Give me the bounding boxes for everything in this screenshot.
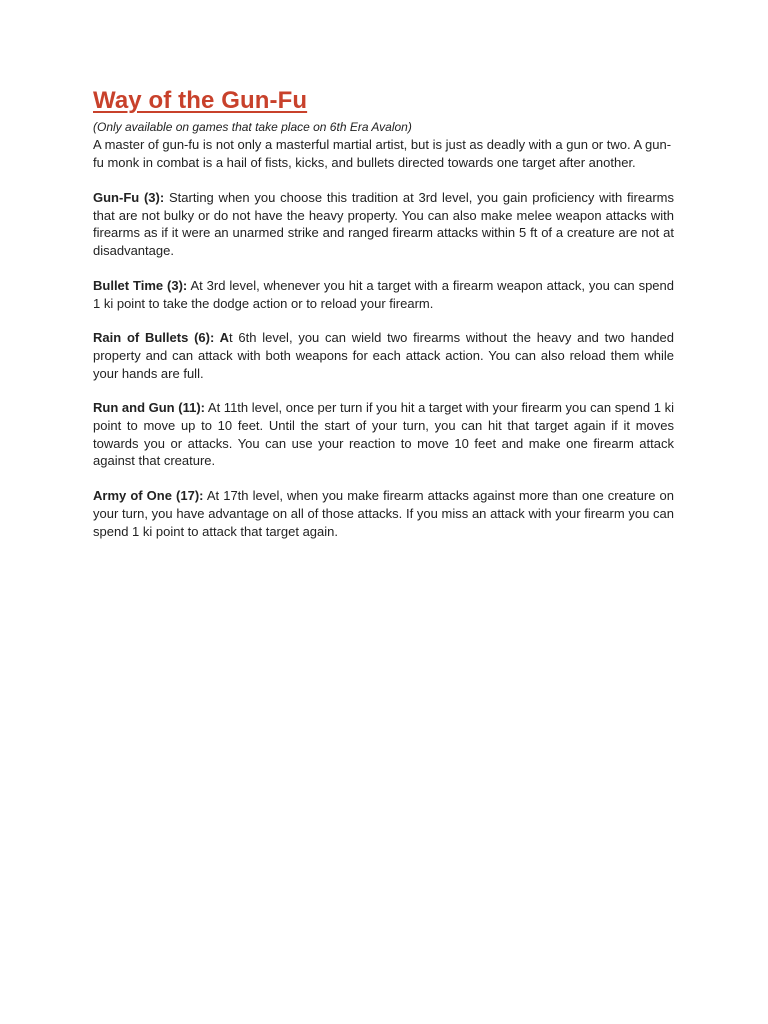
document-subtitle: (Only available on games that take place on 6th Era Avalon) — [93, 120, 412, 134]
document-title: Way of the Gun-Fu — [93, 87, 308, 114]
feature-name: Gun-Fu (3): — [93, 190, 165, 205]
feature-name: Bullet Time (3): — [93, 277, 188, 293]
intro-paragraph: A master of gun-fu is not only a masterful martial artist, but is just as deadly with a gun or two. A gun-fu monk in combat is a hail of fists, kicks, and bullets directed towards one target after another. — [93, 137, 672, 170]
feature-gun-fu — [93, 189, 674, 260]
feature-text: At 17th level, when you make firearm attacks against more than one creature on your turn, you have advantage on all of those attacks. If you miss an attack with your firearm you can spend 1 ki point to attack that target again. — [93, 488, 674, 539]
document-page — [93, 86, 674, 540]
feature-text: At 3rd level, whenever you hit a target with a firearm weapon attack, you can spend 1 ki point to take the dodge action or to reload your firearm. — [93, 277, 674, 311]
feature-text: Starting when you choose this tradition at 3rd level, you gain proficiency with firearms that are not bulky or do not have the heavy property. You can also make melee weapon attacks with firearms as if it were an unarmed strike and ranged firearm attacks within 5 ft of a creature are not at disadvantage. — [93, 190, 674, 259]
feature-name: Army of One (17): — [93, 488, 204, 504]
feature-bullet-time — [93, 277, 674, 312]
feature-text: At 11th level, once per turn if you hit a target with your firearm you can spend 1 ki point to move up to 10 feet. Until the start of your turn, you can hit that target again if it moves towards you or attacks. You can use your reaction to move 10 feet and make one firearm attack against that creature. — [93, 400, 674, 469]
feature-rain-of-bullets — [93, 329, 674, 382]
feature-name: Run and Gun (11): — [93, 400, 205, 416]
feature-text: t 6th level, you can wield two firearms without the heavy and two handed property and can attack with both weapons for each attack action. You can also reload them while your hands are full. — [93, 330, 674, 381]
feature-run-and-gun — [93, 399, 674, 470]
feature-army-of-one — [93, 487, 674, 540]
feature-name: Rain of Bullets (6): A — [93, 330, 229, 346]
